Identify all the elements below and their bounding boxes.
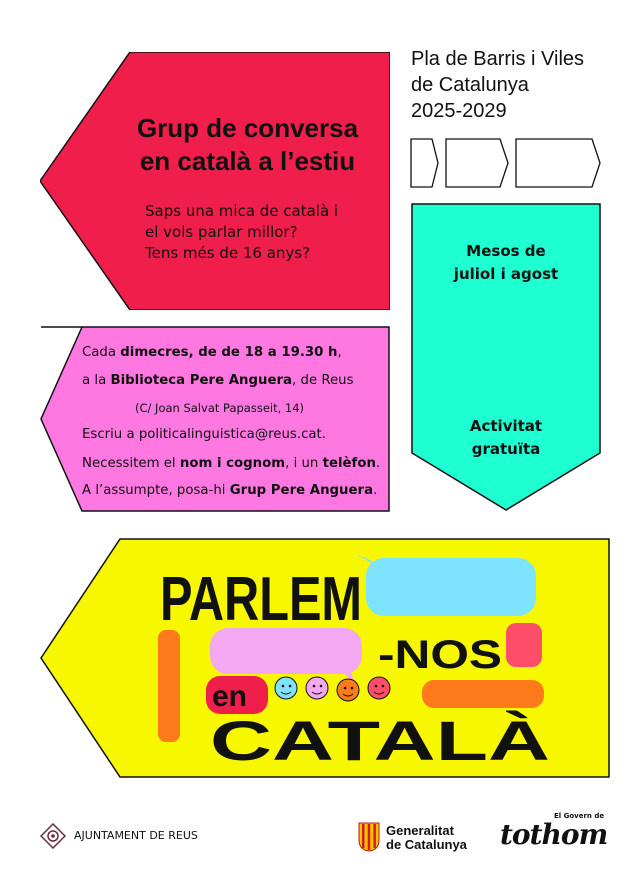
speech-bubble-orange [422, 680, 544, 708]
reus-crest-icon [40, 823, 66, 849]
govern-de-tothom-logo: El Govern de tothom [500, 812, 608, 851]
word-parlem: PARLEM [160, 565, 362, 634]
senyera-shield-icon [358, 822, 380, 852]
ajuntament-reus-logo: AJUNTAMENT DE REUS [40, 822, 220, 848]
word-nos: -NOS [378, 633, 502, 677]
address-text: (C/ Joan Salvat Papasseit, 14) [135, 401, 305, 415]
chevron-arrows-icon [410, 138, 602, 188]
generalitat-logo: Generalitat de Catalunya [358, 822, 488, 856]
email-text: Escriu a politicalinguistica@reus.cat. [82, 427, 326, 442]
schedule-text: Cada dimecres, de de 18 a 19.30 h, [82, 345, 342, 360]
orange-bar [158, 630, 180, 742]
red-arrow-panel [40, 52, 390, 310]
speech-bubble-blue [366, 558, 536, 616]
requirements-text: Necessitem el nom i cognom, i un telèfon. [82, 456, 381, 471]
event-question: Saps una mica de català i el vols parlar millor? Tens més de 16 anys? [145, 202, 339, 262]
event-title: Grup de conversa en català a l’estiu [136, 113, 359, 176]
months-text: Mesos de juliol i agost [453, 242, 559, 283]
speech-bubble-lilac [210, 628, 362, 674]
campaign-banner [40, 538, 610, 778]
word-en: en [212, 680, 248, 713]
subject-text: A l’assumpte, posa-hi Grup Pere Anguera. [82, 483, 378, 498]
plan-title: Pla de Barris i Viles de Catalunya 2025-2029 [411, 48, 585, 122]
speech-bubble-rose [506, 623, 542, 667]
free-activity-text: Activitat gratuïta [469, 417, 543, 458]
word-catala: CATALÀ [210, 709, 550, 772]
location-text: a la Biblioteca Pere Anguera, de Reus [82, 373, 354, 388]
